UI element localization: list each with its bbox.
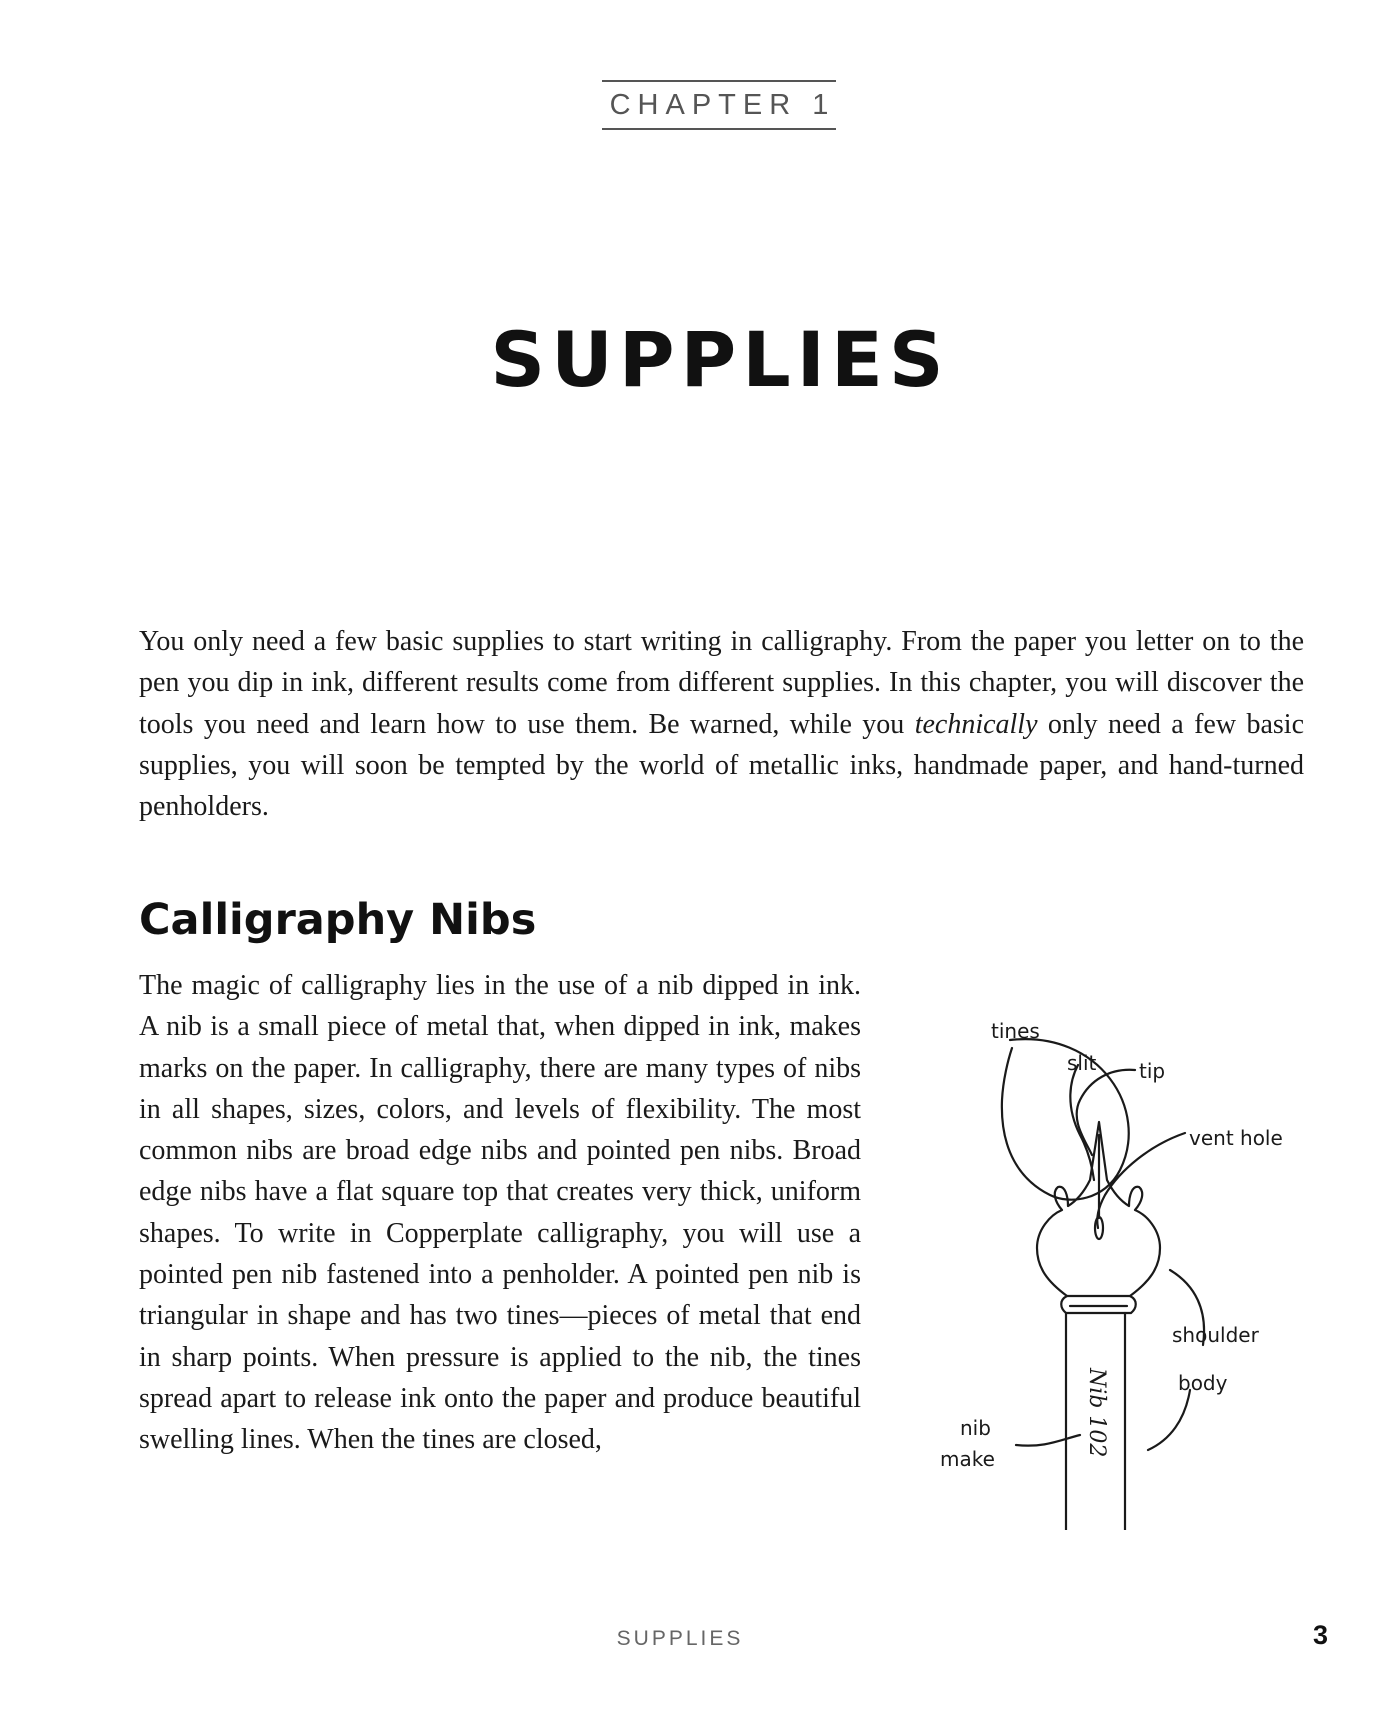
nib-make-label-line2: make — [940, 1447, 995, 1471]
tines-leader — [1002, 1039, 1129, 1200]
intro-emphasis: technically — [914, 708, 1038, 740]
shoulder-label: shoulder — [1172, 1323, 1259, 1347]
tip-label: tip — [1139, 1059, 1166, 1083]
page-title: SUPPLIES — [490, 315, 950, 404]
footer-running-title: SUPPLIES — [616, 1627, 744, 1650]
nib-ring — [1067, 1296, 1130, 1306]
slit-label: slit — [1067, 1051, 1097, 1075]
nib-imprint: Nib 102 — [1084, 1368, 1109, 1458]
vent-hole-label: vent hole — [1189, 1126, 1283, 1150]
nib-diagram — [920, 990, 1320, 1530]
intro-text-start: You only need a few basic supplies to start writing in calligraphy. From the paper you letter on to the pen you dip in ink, different results come from different supplies. In this chapter, you will discover the tools you need and learn how to use them. Be warned, while you — [139, 626, 1304, 740]
intro-paragraph — [139, 621, 1304, 827]
body-label: body — [1178, 1371, 1228, 1395]
section-body: The magic of calligraphy lies in the use of a nib dipped in ink. A nib is a small piece of metal that, when dipped in ink, makes marks on the paper. In calligraphy, there are many types of nibs in all shapes, sizes, colors, and levels of flexibility. The most common nibs are broad edge nibs and pointed pen nibs. Broad edge nibs have a flat square top that creates very thick, uniform shapes. To write in Copperplate calligraphy, you will use a pointed pen nib fastened into a penholder. A pointed pen nib is triangular in shape and has two tines—pieces of metal that end in sharp points. When pressure is applied to the nib, the tines spread apart to release ink onto the paper and produce beautiful swelling lines. When the tines are closed, — [139, 970, 861, 1456]
slit-leader — [1070, 1065, 1094, 1180]
chapter-label: CHAPTER 1 — [602, 80, 836, 130]
page-number: 3 — [1312, 1620, 1328, 1650]
tines-label: tines — [991, 1019, 1040, 1043]
body-leader — [1148, 1390, 1190, 1450]
section-heading: Calligraphy Nibs — [139, 895, 537, 945]
nib-make-leader — [1016, 1435, 1080, 1446]
nib-make-label-line1: nib — [960, 1416, 991, 1440]
intro-text-end: only need a few basic supplies, you will soon be tempted by the world of metallic inks, handmade paper, and hand-turned penholders. — [139, 708, 1304, 823]
